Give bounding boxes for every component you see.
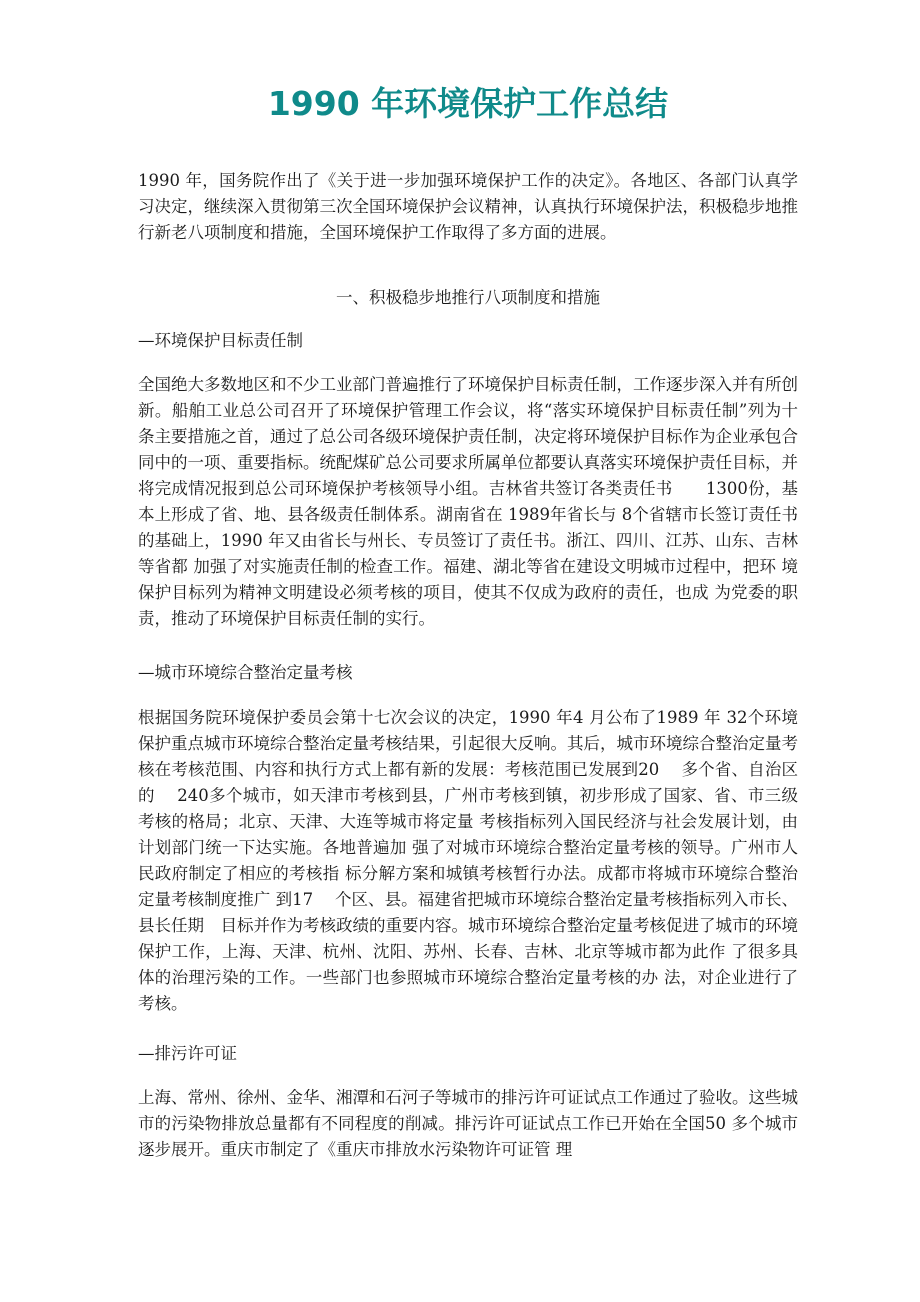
subsection-heading-target-responsibility: —环境保护目标责任制 xyxy=(138,331,303,350)
document-title: 1990 年环境保护工作总结 xyxy=(267,84,669,123)
intro-paragraph: 1990 年，国务院作出了《关于进一步加强环境保护工作的决定》。各地区、各部门认真学习决定，继续深入贯彻第三次全国环境保护会议精神，认真执行环境保护法，积极稳步地推行新老八项制度和措施，全国环境保护工作取得了多方面的进展。 xyxy=(138,171,798,242)
section-heading: 一、积极稳步地推行八项制度和措施 xyxy=(336,288,600,307)
paragraph-target-responsibility: 全国绝大多数地区和不少工业部门普遍推行了环境保护目标责任制，工作逐步深入并有所创新。船舶工业总公司召开了环境保护管理工作会议，将“落实环境保护目标责任制”列为十条主要措施之首，通过了总公司各级环境保护责任制，决定将环境保护目标作为企业承包合同中的一项、重要指标。统配煤矿总公司要求所属单位都要认真落实环境保护责任目标，并将完成情况报到总公司环境保护考核领导小组。吉林省共签订各类责任书 1300份，基本上形成了省、地、县各级责任制体系。湖南省在 1989年省长与 8个省辖市长签订责任书的基础上，1990 年又由省长与州长、专员签订了责任书。浙江、四川、江苏、山东、吉林等省都 加强了对实施责任制的检查工作。福建、湖北等省在建设文明城市过程中，把环 境保护目标列为精神文明建设必须考核的项目，使其不仅成为政府的责任，也成 为党委的职责，推动了环境保护目标责任制的实行。 xyxy=(138,375,798,628)
subsection-heading-urban-assessment: —城市环境综合整治定量考核 xyxy=(138,663,353,682)
paragraph-discharge-permit: 上海、常州、徐州、金华、湘潭和石河子等城市的排污许可证试点工作通过了验收。这些城市的污染物排放总量都有不同程度的削减。排污许可证试点工作已开始在全国50 多个城市逐步展开。重庆市制定了《重庆市排放水污染物许可证管 理 xyxy=(138,1088,798,1159)
paragraph-urban-assessment: 根据国务院环境保护委员会第十七次会议的决定，1990 年4 月公布了1989 年 32个环境保护重点城市环境综合整治定量考核结果，引起很大反响。其后，城市环境综合整治定量考核在考核范围、内容和执行方式上都有新的发展：考核范围已发展到20 多个省、自治区的 240多个城市，如天津市考核到县，广州市考核到镇，初步形成了国家、省、市三级考核的格局；北京、天津、大连等城市将定量 考核指标列入国民经济与社会发展计划，由计划部门统一下达实施。各地普遍加 强了对城市环境综合整治定量考核的领导。广州市人民政府制定了相应的考核指 标分解方案和城镇考核暂行办法。成都市将城市环境综合整治定量考核制度推广 到17 个区、县。福建省把城市环境综合整治定量考核指标列入市长、县长任期 目标并作为考核政绩的重要内容。城市环境综合整治定量考核促进了城市的环境 保护工作，上海、天津、杭州、沈阳、苏州、长春、吉林、北京等城市都为此作 了很多具体的治理污染的工作。一些部门也参照城市环境综合整治定量考核的办 法，对企业进行了考核。 xyxy=(138,708,798,1013)
subsection-heading-discharge-permit: —排污许可证 xyxy=(138,1044,237,1063)
